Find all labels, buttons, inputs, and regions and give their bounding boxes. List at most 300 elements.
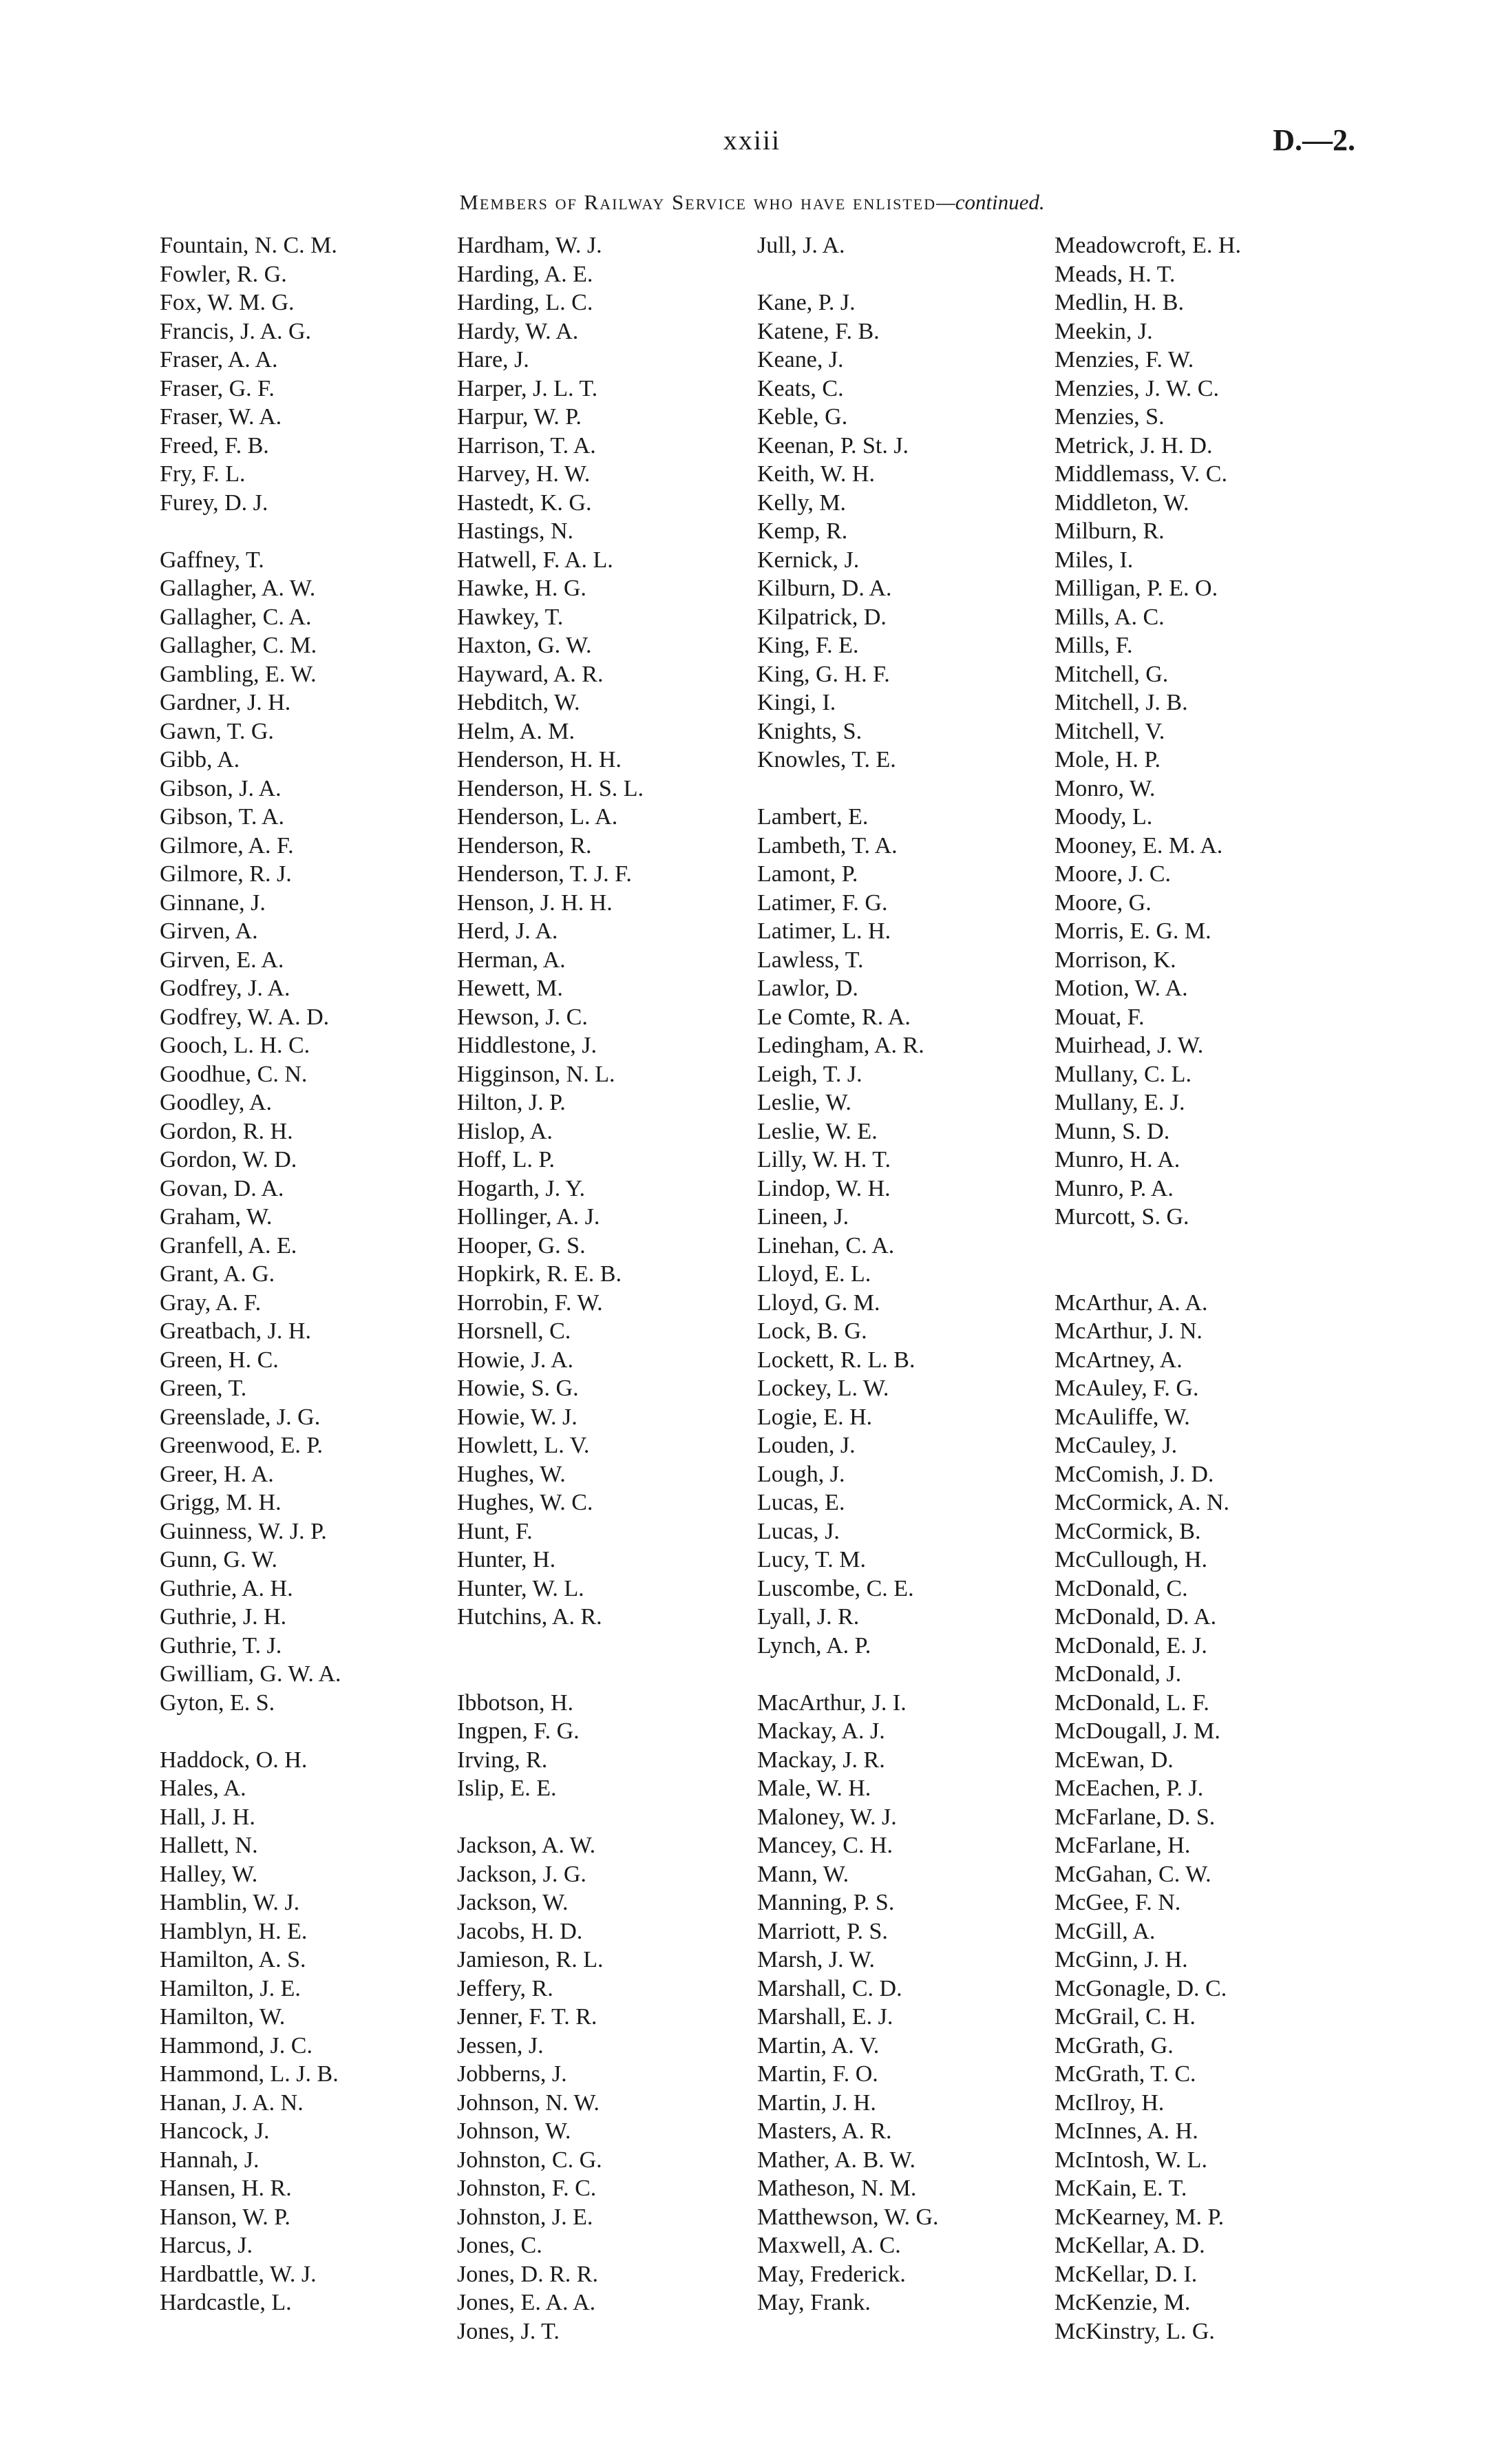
document-reference: D.—2. — [1273, 123, 1355, 157]
name-entry: Goodley, A. — [160, 1090, 273, 1115]
name-entry: Johnston, J. E. — [457, 2204, 593, 2230]
name-entry: Jones, J. T. — [457, 2318, 560, 2344]
name-entry: Hall, J. H. — [160, 1804, 255, 1830]
name-entry: Middleton, W. — [1055, 489, 1189, 516]
name-entry: McKellar, D. I. — [1055, 2261, 1198, 2287]
name-entry: Hughes, W. C. — [457, 1490, 593, 1515]
blank-line — [457, 1803, 774, 1832]
name-entry: Harrison, T. A. — [457, 432, 596, 459]
name-entry: Hastings, N. — [457, 518, 574, 544]
blank-line — [757, 260, 1074, 289]
name-entry: McCormick, A. N. — [1055, 1490, 1230, 1515]
name-entry: Gawn, T. G. — [160, 718, 274, 744]
name-entry: Hollinger, A. J. — [457, 1204, 600, 1230]
blank-line — [457, 1660, 774, 1689]
name-entry: Govan, D. A. — [160, 1175, 284, 1201]
name-entry: Kernick, J. — [757, 547, 860, 573]
name-entry: Jull, J. A. — [757, 233, 845, 258]
name-entry: McCullough, H. — [1055, 1547, 1207, 1572]
name-entry: Ginnane, J. — [160, 889, 266, 916]
name-entry: Fraser, W. A. — [160, 404, 282, 430]
name-entry: Mackay, J. R. — [757, 1747, 885, 1773]
name-entry: Halley, W. — [160, 1861, 258, 1887]
name-entry: Luscombe, C. E. — [757, 1575, 914, 1601]
name-entry: Metrick, J. H. D. — [1055, 432, 1213, 459]
name-entry: Green, T. — [160, 1376, 247, 1401]
name-entry: Howlett, L. V. — [457, 1433, 590, 1458]
name-entry: Gilmore, R. J. — [160, 861, 292, 887]
name-entry: Lawlor, D. — [757, 976, 858, 1001]
name-entry: Islip, E. E. — [457, 1776, 557, 1801]
name-entry: Jackson, J. G. — [457, 1861, 586, 1887]
name-entry: Herman, A. — [457, 947, 566, 973]
name-entry: McKinstry, L. G. — [1055, 2318, 1215, 2344]
name-entry: Mouat, F. — [1055, 1004, 1145, 1030]
name-entry: Mullany, E. J. — [1055, 1090, 1185, 1115]
name-entry: Haxton, G. W. — [457, 633, 592, 658]
name-entry: Gyton, E. S. — [160, 1689, 275, 1716]
name-entry: McGonagle, D. C. — [1055, 1975, 1227, 2001]
name-entry: McCormick, B. — [1055, 1518, 1201, 1544]
name-entry: Jobberns, J. — [457, 2061, 567, 2087]
name-entry: King, F. E. — [757, 633, 859, 658]
name-entry: Lineen, J. — [757, 1204, 849, 1230]
name-entry: Harper, J. L. T. — [457, 375, 598, 401]
name-entry: Jones, C. — [457, 2233, 542, 2258]
name-entry: Hayward, A. R. — [457, 661, 604, 687]
name-entry: Lucy, T. M. — [757, 1547, 867, 1572]
name-entry: Marsh, J. W. — [757, 1947, 875, 1972]
name-entry: Mitchell, V. — [1055, 718, 1165, 744]
name-entry: Moore, G. — [1055, 889, 1152, 916]
name-entry: Louden, J. — [757, 1433, 856, 1458]
name-entry: Monro, W. — [1055, 775, 1156, 801]
name-entry: Greatbach, J. H. — [160, 1318, 311, 1344]
name-entry: Hannah, J. — [160, 2147, 260, 2173]
name-entry: Haddock, O. H. — [160, 1747, 308, 1773]
name-entry: Hamilton, W. — [160, 2004, 286, 2030]
name-entry: Higginson, N. L. — [457, 1061, 615, 1087]
name-entry: Lindop, W. H. — [757, 1175, 891, 1201]
name-entry: Hebditch, W. — [457, 690, 580, 715]
name-entry: Fraser, G. F. — [160, 375, 275, 401]
name-column-2 — [457, 231, 774, 2346]
blank-line — [1055, 1260, 1371, 1289]
name-entry: Howie, S. G. — [457, 1376, 579, 1401]
name-entry: Hamilton, J. E. — [160, 1975, 301, 2001]
name-entry: Motion, W. A. — [1055, 976, 1188, 1001]
name-entry: Medlin, H. B. — [1055, 290, 1184, 315]
name-entry: Manning, P. S. — [757, 1890, 895, 1915]
name-entry: Irving, R. — [457, 1747, 548, 1773]
name-entry: McIlroy, H. — [1055, 2089, 1165, 2116]
name-entry: Maxwell, A. C. — [757, 2233, 901, 2258]
name-entry: Milligan, P. E. O. — [1055, 576, 1218, 601]
name-entry: Meadowcroft, E. H. — [1055, 233, 1241, 258]
name-entry: Munn, S. D. — [1055, 1118, 1170, 1144]
name-entry: Middlemass, V. C. — [1055, 461, 1227, 487]
name-entry: Graham, W. — [160, 1204, 273, 1230]
name-entry: Marshall, C. D. — [757, 1975, 902, 2001]
name-entry: Gibb, A. — [160, 747, 240, 772]
blank-line — [160, 517, 476, 546]
name-entry: Johnston, C. G. — [457, 2147, 602, 2173]
name-entry: Guthrie, T. J. — [160, 1632, 282, 1659]
blank-line — [757, 775, 1074, 803]
blank-line — [457, 1632, 774, 1661]
name-entry: Miles, I. — [1055, 547, 1134, 573]
name-entry: Gallagher, A. W. — [160, 576, 316, 601]
name-entry: McKain, E. T. — [1055, 2176, 1187, 2201]
name-entry: Munro, H. A. — [1055, 1147, 1180, 1172]
name-entry: Hastedt, K. G. — [457, 489, 592, 516]
name-entry: McGill, A. — [1055, 1918, 1156, 1944]
name-entry: Maloney, W. J. — [757, 1804, 897, 1830]
name-column-3 — [757, 231, 1074, 2317]
name-entry: Leigh, T. J. — [757, 1061, 862, 1087]
name-entry: Lucas, J. — [757, 1518, 840, 1544]
name-entry: Gallagher, C. A. — [160, 604, 312, 630]
name-entry: Martin, A. V. — [757, 2032, 880, 2058]
name-entry: Kemp, R. — [757, 518, 848, 544]
name-entry: Howie, J. A. — [457, 1347, 574, 1373]
name-entry: Hatwell, F. A. L. — [457, 547, 613, 573]
heading-continued: —continued. — [936, 190, 1045, 214]
name-entry: Hoff, L. P. — [457, 1147, 555, 1172]
name-entry: Hammond, J. C. — [160, 2032, 313, 2058]
name-entry: McGrath, G. — [1055, 2032, 1174, 2058]
name-entry: McAuley, F. G. — [1055, 1376, 1199, 1401]
name-entry: Hawkey, T. — [457, 604, 564, 630]
name-entry: Matheson, N. M. — [757, 2176, 917, 2201]
name-entry: Jones, E. A. A. — [457, 2290, 596, 2315]
name-entry: Lockey, L. W. — [757, 1376, 889, 1401]
name-entry: Howie, W. J. — [457, 1404, 578, 1430]
name-entry: McGrail, C. H. — [1055, 2004, 1196, 2030]
name-entry: Gibson, T. A. — [160, 804, 285, 830]
name-entry: Hunt, F. — [457, 1518, 533, 1544]
name-entry: Jessen, J. — [457, 2032, 544, 2058]
name-entry: McFarlane, D. S. — [1055, 1804, 1216, 1830]
name-entry: Hislop, A. — [457, 1118, 553, 1144]
name-entry: Gordon, R. H. — [160, 1118, 293, 1144]
name-entry: Hammond, L. J. B. — [160, 2061, 339, 2087]
name-entry: Hamilton, A. S. — [160, 1947, 306, 1972]
name-entry: Harding, A. E. — [457, 261, 593, 287]
name-entry: Hancock, J. — [160, 2118, 270, 2144]
name-entry: Harcus, J. — [160, 2233, 253, 2258]
name-entry: Hamblin, W. J. — [160, 1890, 300, 1915]
name-entry: Guthrie, A. H. — [160, 1575, 293, 1601]
name-entry: Horsnell, C. — [457, 1318, 571, 1344]
name-entry: Horrobin, F. W. — [457, 1289, 603, 1316]
name-entry: Mitchell, G. — [1055, 661, 1169, 687]
name-entry: Logie, E. H. — [757, 1404, 873, 1430]
name-entry: Furey, D. J. — [160, 489, 268, 516]
name-entry: Hardcastle, L. — [160, 2290, 292, 2315]
name-entry: Godfrey, J. A. — [160, 976, 290, 1001]
name-entry: Gibson, J. A. — [160, 775, 282, 801]
name-entry: Grant, A. G. — [160, 1261, 275, 1287]
name-entry: Leslie, W. — [757, 1090, 851, 1115]
name-entry: Knights, S. — [757, 718, 862, 744]
blank-line — [1055, 1232, 1371, 1261]
name-entry: Lambeth, T. A. — [757, 832, 898, 859]
name-entry: Marriott, P. S. — [757, 1918, 888, 1944]
name-entry: May, Frederick. — [757, 2261, 906, 2287]
name-entry: Harding, L. C. — [457, 290, 593, 315]
name-entry: McKenzie, M. — [1055, 2290, 1191, 2315]
name-entry: McArtney, A. — [1055, 1347, 1183, 1373]
name-entry: Jackson, A. W. — [457, 1833, 596, 1858]
name-entry: Mackay, A. J. — [757, 1718, 885, 1744]
name-entry: McEachen, P. J. — [1055, 1776, 1204, 1801]
name-entry: Ledingham, A. R. — [757, 1033, 924, 1058]
blank-line — [757, 1660, 1074, 1689]
name-entry: Lockett, R. L. B. — [757, 1347, 915, 1373]
name-entry: McEwan, D. — [1055, 1747, 1174, 1773]
name-entry: Ibbotson, H. — [457, 1689, 574, 1716]
name-entry: Hewson, J. C. — [457, 1004, 588, 1030]
name-entry: Lyall, J. R. — [757, 1604, 860, 1630]
name-entry: Gunn, G. W. — [160, 1547, 277, 1572]
name-entry: Green, H. C. — [160, 1347, 279, 1373]
name-entry: Matthewson, W. G. — [757, 2204, 939, 2230]
name-entry: Hare, J. — [457, 347, 529, 372]
name-entry: Lock, B. G. — [757, 1318, 867, 1344]
name-entry: Hughes, W. — [457, 1461, 566, 1487]
name-entry: Mitchell, J. B. — [1055, 690, 1188, 715]
name-entry: Mooney, E. M. A. — [1055, 832, 1223, 859]
name-entry: Meads, H. T. — [1055, 261, 1176, 287]
name-entry: Keane, J. — [757, 347, 844, 372]
name-entry: Mann, W. — [757, 1861, 849, 1887]
name-entry: Jeffery, R. — [457, 1975, 553, 2001]
name-entry: Hopkirk, R. E. B. — [457, 1261, 622, 1287]
name-entry: Henderson, R. — [457, 832, 592, 859]
name-entry: Morris, E. G. M. — [1055, 918, 1211, 944]
name-entry: Hiddlestone, J. — [457, 1033, 597, 1058]
name-entry: Milburn, R. — [1055, 518, 1165, 544]
name-column-4 — [1055, 231, 1371, 2346]
list-heading — [0, 190, 1504, 215]
name-entry: Lucas, E. — [757, 1490, 845, 1515]
name-entry: Fraser, A. A. — [160, 347, 278, 372]
name-entry: Gwilliam, G. W. A. — [160, 1661, 341, 1687]
name-entry: Helm, A. M. — [457, 718, 575, 744]
name-entry: Grigg, M. H. — [160, 1490, 282, 1515]
name-entry: McGee, F. N. — [1055, 1890, 1181, 1915]
name-entry: Hunter, H. — [457, 1547, 556, 1572]
name-entry: Hardy, W. A. — [457, 318, 579, 344]
name-entry: Leslie, W. E. — [757, 1118, 878, 1144]
heading-title: Members of Railway Service who have enlisted — [459, 190, 937, 214]
name-entry: Jacobs, H. D. — [457, 1918, 583, 1944]
name-entry: MacArthur, J. I. — [757, 1689, 907, 1716]
name-entry: Kane, P. J. — [757, 290, 856, 315]
name-entry: Kilburn, D. A. — [757, 576, 892, 601]
name-entry: Gordon, W. D. — [160, 1147, 297, 1172]
name-entry: Masters, A. R. — [757, 2118, 892, 2144]
name-entry: Lamont, P. — [757, 861, 858, 887]
name-entry: Johnson, W. — [457, 2118, 571, 2144]
name-entry: Martin, F. O. — [757, 2061, 878, 2087]
name-entry: Hogarth, J. Y. — [457, 1175, 586, 1201]
name-entry: McDonald, E. J. — [1055, 1632, 1207, 1659]
name-entry: McDonald, C. — [1055, 1575, 1188, 1601]
name-entry: Freed, F. B. — [160, 432, 269, 459]
name-entry: McInnes, A. H. — [1055, 2118, 1198, 2144]
name-entry: Menzies, J. W. C. — [1055, 375, 1219, 401]
name-entry: Herd, J. A. — [457, 918, 558, 944]
name-entry: Mills, A. C. — [1055, 604, 1165, 630]
name-entry: Hales, A. — [160, 1776, 246, 1801]
name-entry: Hunter, W. L. — [457, 1575, 584, 1601]
name-entry: McKellar, A. D. — [1055, 2233, 1205, 2258]
name-entry: Hansen, H. R. — [160, 2176, 292, 2201]
name-entry: McGahan, C. W. — [1055, 1861, 1211, 1887]
name-entry: Guthrie, J. H. — [160, 1604, 287, 1630]
name-entry: Menzies, F. W. — [1055, 347, 1194, 372]
name-entry: McKearney, M. P. — [1055, 2204, 1225, 2230]
name-entry: Jamieson, R. L. — [457, 1947, 604, 1972]
name-entry: McCauley, J. — [1055, 1433, 1178, 1458]
name-entry: Gambling, E. W. — [160, 661, 317, 687]
name-entry: Lawless, T. — [757, 947, 864, 973]
name-entry: Hanson, W. P. — [160, 2204, 290, 2230]
name-entry: McGrath, T. C. — [1055, 2061, 1196, 2087]
name-entry: Johnson, N. W. — [457, 2089, 600, 2116]
name-entry: Martin, J. H. — [757, 2089, 876, 2116]
name-entry: Greer, H. A. — [160, 1461, 274, 1487]
name-entry: Henderson, H. H. — [457, 747, 622, 772]
name-entry: Moody, L. — [1055, 804, 1153, 830]
name-entry: Latimer, F. G. — [757, 889, 888, 916]
name-entry: McIntosh, W. L. — [1055, 2147, 1207, 2173]
name-entry: Henson, J. H. H. — [457, 889, 613, 916]
name-entry: Greenwood, E. P. — [160, 1433, 324, 1458]
name-entry: Granfell, A. E. — [160, 1232, 297, 1259]
name-entry: Hutchins, A. R. — [457, 1604, 602, 1630]
name-entry: Henderson, H. S. L. — [457, 775, 644, 801]
name-entry: Harvey, H. W. — [457, 461, 591, 487]
blank-line — [160, 1717, 476, 1746]
name-entry: Murcott, S. G. — [1055, 1204, 1189, 1230]
name-entry: Keble, G. — [757, 404, 848, 430]
name-entry: Fowler, R. G. — [160, 261, 287, 287]
name-entry: Jones, D. R. R. — [457, 2261, 598, 2287]
name-entry: Hewett, M. — [457, 976, 563, 1001]
name-entry: Jenner, F. T. R. — [457, 2004, 597, 2030]
name-entry: Fox, W. M. G. — [160, 290, 295, 315]
name-entry: Girven, A. — [160, 918, 258, 944]
name-entry: Morrison, K. — [1055, 947, 1176, 973]
name-entry: Harpur, W. P. — [457, 404, 582, 430]
name-entry: Mole, H. P. — [1055, 747, 1161, 772]
name-entry: Lambert, E. — [757, 804, 869, 830]
name-entry: Munro, P. A. — [1055, 1175, 1174, 1201]
name-entry: Guinness, W. J. P. — [160, 1518, 327, 1544]
name-entry: McDonald, J. — [1055, 1661, 1182, 1687]
name-entry: Latimer, L. H. — [757, 918, 891, 944]
name-entry: Gallagher, C. M. — [160, 633, 317, 658]
name-entry: Goodhue, C. N. — [160, 1061, 308, 1087]
name-entry: Mather, A. B. W. — [757, 2147, 916, 2173]
name-entry: Greenslade, J. G. — [160, 1404, 321, 1430]
name-entry: Meekin, J. — [1055, 318, 1153, 344]
name-entry: Mullany, C. L. — [1055, 1061, 1191, 1087]
name-entry: Lynch, A. P. — [757, 1632, 871, 1659]
name-entry: Muirhead, J. W. — [1055, 1033, 1204, 1058]
name-entry: Gardner, J. H. — [160, 690, 291, 715]
name-entry: Hamblyn, H. E. — [160, 1918, 308, 1944]
page-number: xxiii — [723, 125, 781, 156]
name-entry: Henderson, L. A. — [457, 804, 618, 830]
name-entry: Jackson, W. — [457, 1890, 569, 1915]
name-entry: Moore, J. C. — [1055, 861, 1172, 887]
name-entry: Lough, J. — [757, 1461, 845, 1487]
name-entry: Lloyd, G. M. — [757, 1289, 880, 1316]
name-entry: McDonald, D. A. — [1055, 1604, 1217, 1630]
name-entry: May, Frank. — [757, 2290, 871, 2315]
name-column-1 — [160, 231, 476, 2317]
name-entry: Keith, W. H. — [757, 461, 875, 487]
name-entry: Hawke, H. G. — [457, 576, 586, 601]
name-entry: Keats, C. — [757, 375, 844, 401]
name-entry: McArthur, J. N. — [1055, 1318, 1203, 1344]
name-entry: Linehan, C. A. — [757, 1232, 895, 1259]
name-entry: Menzies, S. — [1055, 404, 1165, 430]
name-entry: Godfrey, W. A. D. — [160, 1004, 330, 1030]
name-entry: Henderson, T. J. F. — [457, 861, 632, 887]
name-entry: Hardham, W. J. — [457, 233, 602, 258]
name-entry: McDonald, L. F. — [1055, 1689, 1209, 1716]
name-entry: Keenan, P. St. J. — [757, 432, 909, 459]
name-entry: McDougall, J. M. — [1055, 1718, 1220, 1744]
name-entry: McComish, J. D. — [1055, 1461, 1214, 1487]
name-entry: Male, W. H. — [757, 1776, 871, 1801]
name-entry: Hooper, G. S. — [457, 1232, 586, 1259]
name-entry: Marshall, E. J. — [757, 2004, 893, 2030]
name-entry: Girven, E. A. — [160, 947, 284, 973]
name-entry: McGinn, J. H. — [1055, 1947, 1188, 1972]
name-entry: Hilton, J. P. — [457, 1090, 566, 1115]
name-entry: Mancey, C. H. — [757, 1833, 893, 1858]
name-entry: Mills, F. — [1055, 633, 1133, 658]
name-entry: Ingpen, F. G. — [457, 1718, 580, 1744]
name-entry: Kilpatrick, D. — [757, 604, 887, 630]
name-entry: Johnston, F. C. — [457, 2176, 597, 2201]
name-entry: Katene, F. B. — [757, 318, 880, 344]
name-entry: Fry, F. L. — [160, 461, 246, 487]
name-entry: Gray, A. F. — [160, 1289, 262, 1316]
name-entry: McAuliffe, W. — [1055, 1404, 1190, 1430]
name-entry: Francis, J. A. G. — [160, 318, 312, 344]
name-entry: Hallett, N. — [160, 1833, 258, 1858]
name-entry: Gaffney, T. — [160, 547, 264, 573]
name-entry: Hanan, J. A. N. — [160, 2089, 304, 2116]
name-entry: Kingi, I. — [757, 690, 836, 715]
name-entry: King, G. H. F. — [757, 661, 890, 687]
name-entry: Fountain, N. C. M. — [160, 233, 337, 258]
name-entry: Le Comte, R. A. — [757, 1004, 911, 1030]
name-entry: Gooch, L. H. C. — [160, 1033, 310, 1058]
name-entry: Hardbattle, W. J. — [160, 2261, 317, 2287]
name-entry: McArthur, A. A. — [1055, 1289, 1208, 1316]
name-entry: Gilmore, A. F. — [160, 832, 294, 859]
name-entry: Kelly, M. — [757, 489, 847, 516]
name-entry: Lilly, W. H. T. — [757, 1147, 891, 1172]
